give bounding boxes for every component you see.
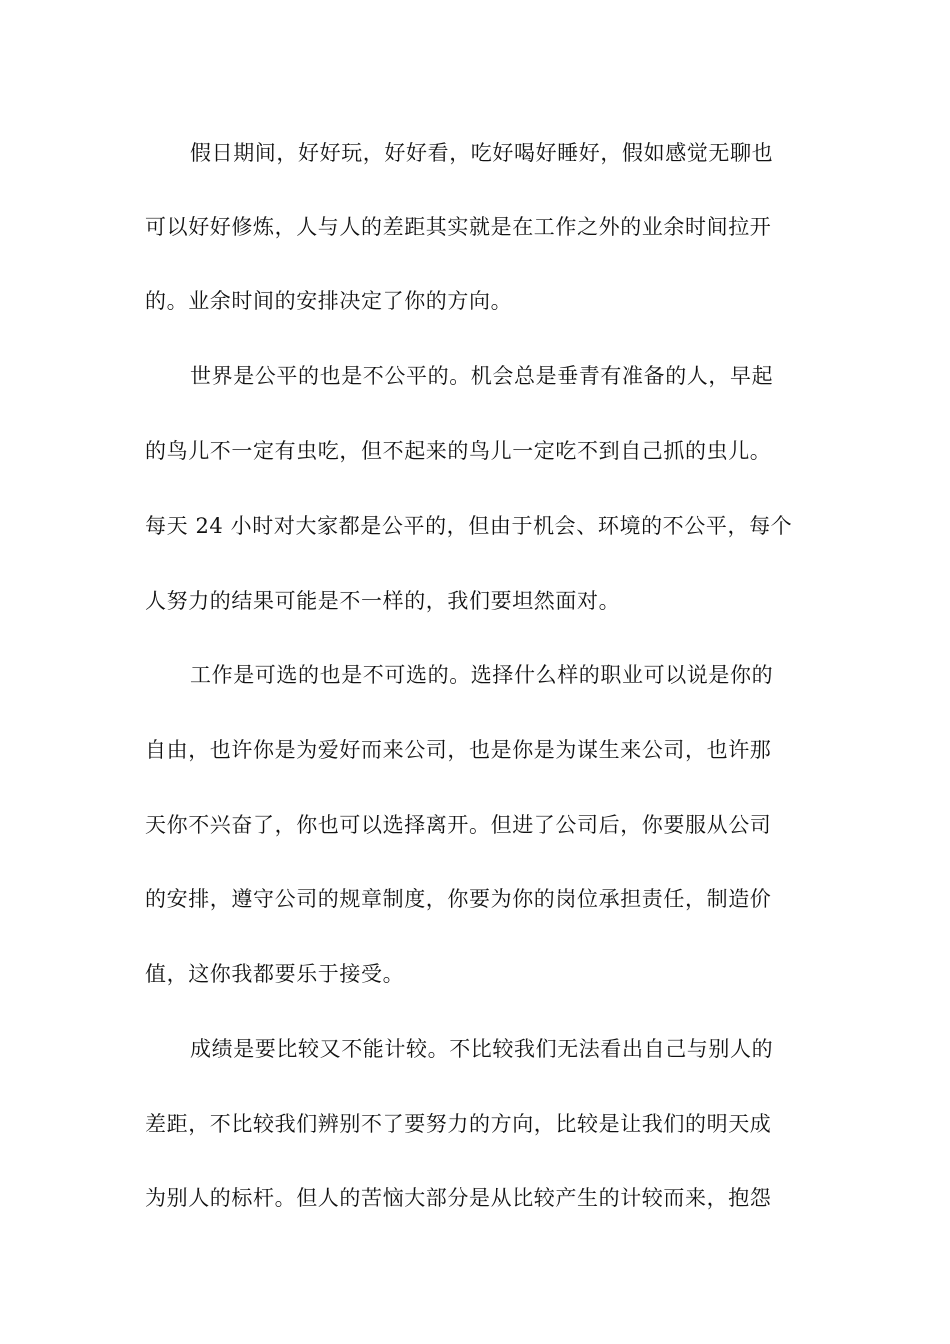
- paragraph-3-line-1: 工作是可选的也是不可选的。选择什么样的职业可以说是你的: [190, 663, 774, 687]
- paragraph-2-line-4: 人努力的结果可能是不一样的，我们要坦然面对。: [145, 589, 621, 613]
- paragraph-4-line-2: 差距，不比较我们辨别不了要努力的方向，比较是让我们的明天成: [145, 1112, 772, 1136]
- paragraph-3-line-4: 的安排，遵守公司的规章制度，你要为你的岗位承担责任，制造价: [145, 887, 772, 911]
- paragraph-4-line-1: 成绩是要比较又不能计较。不比较我们无法看出自己与别人的: [190, 1037, 774, 1061]
- paragraph-3-line-2: 自由，也许你是为爱好而来公司，也是你是为谋生来公司，也许那: [145, 738, 772, 762]
- paragraph-2-line-3: 每天 24 小时对大家都是公平的，但由于机会、环境的不公平，每个: [145, 514, 793, 538]
- paragraph-2-line-1: 世界是公平的也是不公平的。机会总是垂青有准备的人，早起: [190, 364, 774, 388]
- paragraph-3-line-3: 天你不兴奋了，你也可以选择离开。但进了公司后，你要服从公司: [145, 813, 772, 837]
- paragraph-2-line-2: 的鸟儿不一定有虫吃，但不起来的鸟儿一定吃不到自己抓的虫儿。: [145, 439, 772, 463]
- paragraph-1-line-1: 假日期间，好好玩，好好看，吃好喝好睡好，假如感觉无聊也: [190, 141, 774, 165]
- paragraph-1-line-3: 的。业余时间的安排决定了你的方向。: [145, 289, 513, 313]
- paragraph-1-line-2: 可以好好修炼，人与人的差距其实就是在工作之外的业余时间拉开: [145, 215, 772, 239]
- paragraph-4-line-3: 为别人的标杆。但人的苦恼大部分是从比较产生的计较而来，抱怨: [145, 1186, 772, 1210]
- paragraph-3-line-5: 值，这你我都要乐于接受。: [145, 962, 405, 986]
